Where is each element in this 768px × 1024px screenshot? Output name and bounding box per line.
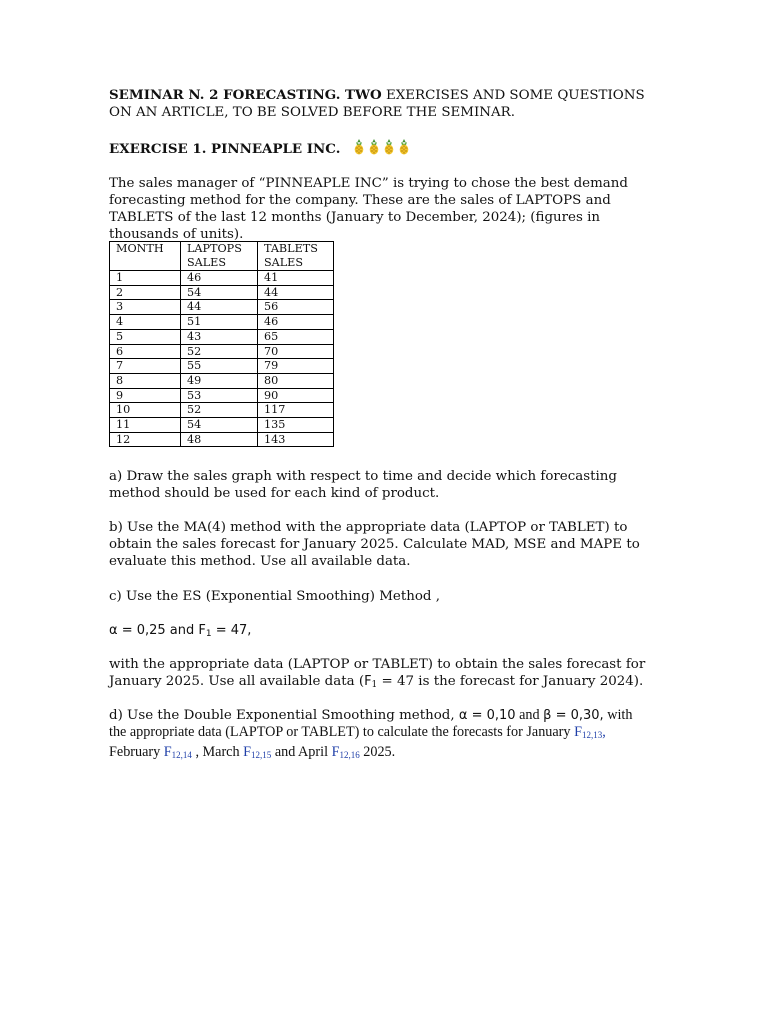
cell-tablets-sales: 79 [258, 359, 334, 374]
pineapple-icon [383, 139, 395, 155]
cell-laptops-sales: 44 [181, 300, 258, 315]
intro-paragraph: The sales manager of “PINNEAPLE INC” is trying to chose the best demand forecasting method for the company. These are the sales of LAPTOPS and TABLETS of the last 12 months (January to December, 2024); (figures in thousands of units). [109, 176, 628, 242]
cell-laptops-sales: 54 [181, 418, 258, 433]
cell-month: 2 [110, 285, 181, 300]
cell-tablets-sales: 46 [258, 315, 334, 330]
pineapple-icon [368, 139, 380, 155]
cell-month: 7 [110, 359, 181, 374]
sales-table [109, 241, 334, 447]
table-row [110, 359, 334, 374]
table-row [110, 315, 334, 330]
table-row [110, 403, 334, 418]
table-body [110, 271, 334, 447]
question-d-line1: d) Use the Double Exponential Smoothing method, α = 0,10 and β = 0,30, with [109, 707, 633, 723]
cell-month: 5 [110, 329, 181, 344]
question-c-intro: c) Use the ES (Exponential Smoothing) Method , [109, 589, 440, 604]
cell-tablets-sales: 135 [258, 418, 334, 433]
header-month: MONTH [110, 242, 181, 271]
pineapple-decoration [353, 139, 413, 160]
table-row [110, 329, 334, 344]
cell-tablets-sales: 41 [258, 271, 334, 286]
cell-laptops-sales: 52 [181, 403, 258, 418]
cell-laptops-sales: 48 [181, 432, 258, 447]
cell-tablets-sales: 80 [258, 373, 334, 388]
pineapple-icon [353, 139, 365, 155]
exercise-title-row [109, 139, 669, 160]
cell-month: 10 [110, 403, 181, 418]
question-d-line3: February $F_{12,14}$ , March $F_{12,15}$ and April $F_{12,16}$ 2025. [109, 744, 396, 760]
cell-tablets-sales: 117 [258, 403, 334, 418]
cell-laptops-sales: 43 [181, 329, 258, 344]
cell-tablets-sales: 65 [258, 329, 334, 344]
table-row [110, 300, 334, 315]
cell-month: 8 [110, 373, 181, 388]
heading-rest: EXERCISES AND SOME QUESTIONS ON AN ARTICLE, TO BE SOLVED BEFORE THE SEMINAR. [109, 88, 645, 120]
question-b: b) Use the MA(4) method with the appropriate data (LAPTOP or TABLET) to obtain the sales forecast for January 2025. Calculate MAD, MSE and MAPE to evaluate this method. Use all available data. [109, 520, 640, 569]
cell-tablets-sales: 44 [258, 285, 334, 300]
cell-month: 3 [110, 300, 181, 315]
table-row [110, 373, 334, 388]
cell-laptops-sales: 55 [181, 359, 258, 374]
exercise-title: EXERCISE 1. PINNEAPLE INC. [109, 141, 341, 157]
cell-tablets-sales: 143 [258, 432, 334, 447]
heading-bold: SEMINAR N. 2 FORECASTING. TWO [109, 87, 382, 103]
cell-laptops-sales: 51 [181, 315, 258, 330]
cell-laptops-sales: 52 [181, 344, 258, 359]
question-d-line2: the appropriate data (LAPTOP or TABLET) to calculate the forecasts for January $F_{12,13}$, [109, 724, 606, 740]
header-laptops-sales: LAPTOPS SALES [181, 242, 258, 271]
table-row [110, 418, 334, 433]
table-row [110, 285, 334, 300]
cell-laptops-sales: 53 [181, 388, 258, 403]
table-header-row [110, 242, 334, 271]
question-a: a) Draw the sales graph with respect to time and decide which forecasting method should be used for each kind of product. [109, 469, 617, 501]
cell-laptops-sales: 49 [181, 373, 258, 388]
pineapple-icon [398, 139, 410, 155]
cell-month: 6 [110, 344, 181, 359]
cell-tablets-sales: 56 [258, 300, 334, 315]
cell-laptops-sales: 54 [181, 285, 258, 300]
question-c-parameters: α = 0,25 and $F_1 = 47$, [109, 623, 252, 639]
cell-laptops-sales: 46 [181, 271, 258, 286]
table-row [110, 388, 334, 403]
cell-tablets-sales: 70 [258, 344, 334, 359]
question-d [109, 707, 679, 764]
page-heading [109, 87, 669, 121]
cell-month: 4 [110, 315, 181, 330]
cell-month: 11 [110, 418, 181, 433]
header-tablets-sales: TABLETS SALES [258, 242, 334, 271]
table-row [110, 432, 334, 447]
cell-tablets-sales: 90 [258, 388, 334, 403]
cell-month: 9 [110, 388, 181, 403]
table-row [110, 271, 334, 286]
question-c-body: with the appropriate data (LAPTOP or TABLET) to obtain the sales forecast for January 2025. Use all available data ($F_1 = 47$ is the forecast for January 2024). [109, 657, 646, 690]
cell-month: 1 [110, 271, 181, 286]
table-row [110, 344, 334, 359]
cell-month: 12 [110, 432, 181, 447]
